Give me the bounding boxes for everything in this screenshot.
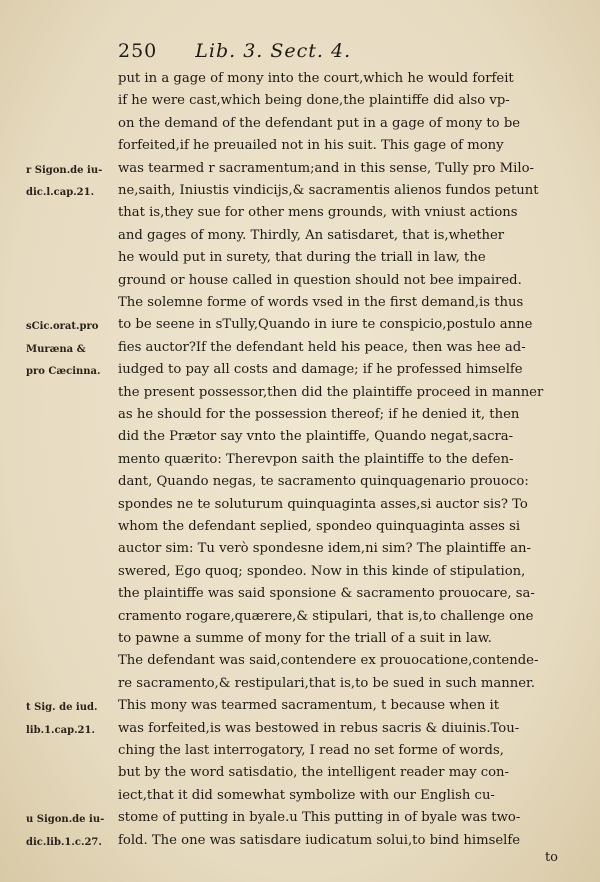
text-line: to be seene in sTully,Quando in iure te conspicio,postulo anne — [118, 317, 533, 333]
text-line: swered, Ego quoq; spondeo. Now in this kinde of stipulation, — [118, 563, 526, 579]
text-line: did the Prætor say vnto the plaintiffe, Quando negat,sacra- — [118, 429, 514, 445]
text-line: dant, Quando negas, te sacramento quinquagenario prouoco: — [118, 474, 529, 490]
text-line: if he were cast,which being done,the plaintiffe did also vp- — [118, 93, 510, 109]
text-line: and gages of mony. Thirdly, An satisdaret, that is,whether — [118, 227, 505, 243]
text-line: on the demand of the defendant put in a gage of mony to be — [118, 115, 521, 131]
text-line: the present possessor,then did the plaintiffe proceed in manner — [118, 384, 544, 400]
margin-note: dic.lib.1.c.27. — [26, 836, 102, 848]
margin-note: t Sig. de iud. — [26, 702, 98, 714]
text-line: re sacramento,& restipulari,that is,to be sued in such manner. — [118, 675, 536, 691]
text-line: iudged to pay all costs and damage; if he professed himselfe — [118, 362, 523, 378]
text-line: cramento rogare,quærere,& stipulari, that is,to challenge one — [118, 608, 534, 624]
text-line: fies auctor?If the defendant held his peace, then was hee ad- — [118, 339, 526, 355]
text-line: ground or house called in question should not bee impaired. — [118, 272, 522, 288]
text-line: put in a gage of mony into the court,which he would forfeit — [118, 71, 514, 86]
page-header — [118, 40, 560, 66]
text-line: fold. The one was satisdare iudicatum solui,to bind himselfe — [118, 832, 521, 848]
page-number: 250 — [118, 40, 158, 62]
text-line: iect,that it did somewhat symbolize with our English cu- — [118, 787, 495, 803]
text-line: but by the word satisdatio, the intelligent reader may con- — [118, 765, 510, 781]
text-line: was forfeited,is was bestowed in rebus sacris & diuinis.Tou- — [118, 720, 520, 736]
margin-note: u Sigon.de iu- — [26, 814, 105, 826]
text-line: that is,they sue for other mens grounds, with vniust actions — [118, 205, 518, 221]
margin-note: dic.l.cap.21. — [26, 187, 95, 198]
margin-note: sCic.orat.pro — [26, 321, 99, 333]
margin-note: r Sigon.de iu- — [26, 164, 103, 176]
text-line: he would put in surety, that during the triall in law, the — [118, 250, 486, 266]
text-line: forfeited,if he preuailed not in his suit. This gage of mony — [118, 138, 504, 154]
text-line: to pawne a summe of mony for the triall of a suit in law. — [118, 631, 492, 646]
text-line: ne,saith, Iniustis vindicijs,& sacramentis alienos fundos petunt — [118, 183, 539, 198]
margin-note: lib.1.cap.21. — [26, 724, 95, 736]
text-line: stome of putting in byale.u This putting in of byale was two- — [118, 810, 521, 826]
text-line: was tearmed r sacramentum;and in this sense, Tully pro Milo- — [118, 160, 535, 176]
text-line: the plaintiffe was said sponsione & sacramento prouocare, sa- — [118, 586, 535, 602]
margin-note: pro Cæcinna. — [26, 366, 101, 378]
text-line: whom the defendant seplied, spondeo quinquaginta asses si — [118, 519, 521, 534]
running-head: Lib. 3. Sect. 4. — [195, 40, 352, 62]
text-line: This mony was tearmed sacramentum, t because when it — [118, 698, 500, 714]
margin-note: Muræna & — [26, 343, 86, 355]
text-line: The solemne forme of words vsed in the first demand,is thus — [118, 295, 524, 310]
text-line: spondes ne te soluturum quinquaginta asses,si auctor sis? To — [118, 496, 528, 512]
text-line: as he should for the possession thereof; if he denied it, then — [118, 407, 520, 422]
text-line: auctor sim: Tu verò spondesne idem,ni sim? The plaintiffe an- — [118, 541, 531, 557]
text-line: mento quærito: Therevpon saith the plaintiffe to the defen- — [118, 451, 514, 467]
text-line: ching the last interrogatory, I read no set forme of words, — [118, 743, 504, 758]
catchword: to — [544, 850, 558, 865]
text-line: The defendant was said,contendere ex prouocatione,contende- — [118, 653, 539, 669]
